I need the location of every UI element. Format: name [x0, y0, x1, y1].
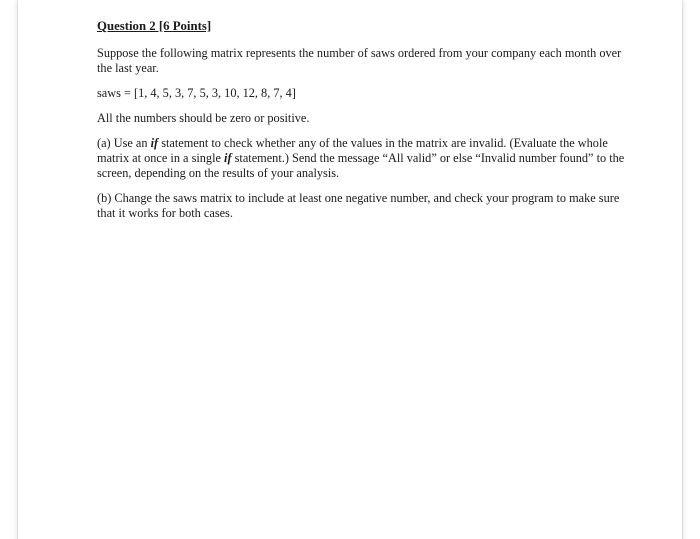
part-a-text-3: statement.) Send the message “All valid” or else “Invalid number found” to the screen, depending on the results of your analysis.: [97, 151, 625, 180]
question-content: [97, 19, 627, 231]
question-intro: Suppose the following matrix represents the number of saws ordered from your company each month over the last year.: [97, 46, 622, 75]
part-b: (b) Change the saws matrix to include at least one negative number, and check your program to make sure that it works for both cases.: [97, 191, 620, 220]
part-a: [97, 136, 627, 181]
saws-matrix: saws = [1, 4, 5, 3, 7, 5, 3, 10, 12, 8, 7, 4]: [97, 86, 296, 100]
part-a-keyword-if-2: if: [224, 151, 232, 165]
question-title: Question 2 [6 Points]: [97, 19, 212, 33]
part-a-text-1: (a) Use an: [97, 136, 151, 150]
part-a-keyword-if-1: if: [150, 136, 159, 150]
part-a-text-2: statement to check whether any of the values in the matrix are invalid. (Evaluate the whole matrix at once in a single: [97, 136, 608, 165]
document-page: [18, 0, 682, 539]
constraint-text: All the numbers should be zero or positive.: [97, 111, 310, 125]
